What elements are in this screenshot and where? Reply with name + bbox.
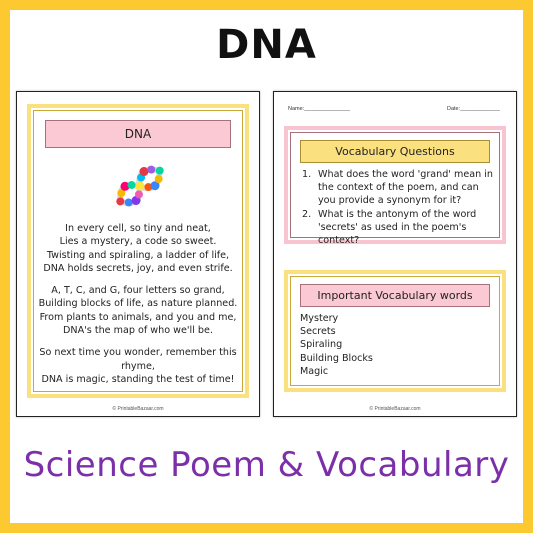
poem-text: [37, 222, 239, 395]
vocab-word: Mystery: [300, 313, 339, 324]
poem-line: DNA is magic, standing the test of time!: [41, 373, 235, 385]
product-subtitle: Science Poem & Vocabulary: [23, 445, 510, 485]
poem-line: So next time you wonder, remember this rhyme,: [39, 347, 237, 372]
poem-line: Twisting and spiraling, a ladder of life,: [46, 249, 230, 261]
dna-helix-icon: [109, 156, 171, 216]
poem-line: Building blocks of life, as nature planned.: [38, 298, 238, 310]
question-text: What is the antonym of the word 'secrets' as used in the poem's context?: [318, 208, 477, 247]
question-text: What does the word 'grand' mean in the context of the poem, and can you provide a synonym for it?: [318, 169, 494, 207]
stanza: [37, 222, 239, 275]
date-field-label: Date:_____________: [447, 106, 500, 112]
poem-line: In every cell, so tiny and neat,: [65, 223, 211, 234]
poem-line: A, T, C, and G, four letters so grand,: [51, 285, 225, 297]
question-number: 2.: [302, 208, 312, 220]
poem-line: Lies a mystery, a code so sweet.: [59, 236, 217, 248]
copyright-footer: © PrintableBazaar.com: [369, 406, 421, 412]
page-title: DNA: [216, 22, 317, 68]
questions-list: [298, 168, 494, 247]
name-field-label: Name:_______________: [288, 106, 351, 112]
vocab-word: Building Blocks: [300, 352, 373, 364]
poem-line: DNA holds secrets, joy, and even strife.: [43, 262, 233, 274]
question-item: [298, 168, 494, 208]
poem-worksheet: [16, 91, 260, 417]
vocab-word: Spiraling: [300, 339, 343, 351]
vocab-word: Secrets: [300, 326, 336, 338]
poem-line: DNA's the map of who we'll be.: [63, 325, 213, 337]
questions-box: [284, 126, 506, 247]
questions-title: Vocabulary Questions: [300, 140, 490, 163]
question-number: 1.: [302, 169, 312, 180]
poem-line: From plants to animals, and you and me,: [39, 311, 237, 323]
vocab-word: Magic: [300, 365, 329, 377]
vocabulary-box: [284, 270, 506, 392]
vocabulary-title: Important Vocabulary words: [300, 284, 490, 307]
vocabulary-list: [300, 312, 373, 378]
poem-title: DNA: [45, 120, 231, 148]
question-item: [298, 208, 494, 248]
stanza: [37, 346, 239, 386]
copyright-footer: © PrintableBazaar.com: [112, 406, 164, 412]
poem-box: [27, 104, 249, 398]
vocabulary-worksheet: [273, 91, 517, 417]
stanza: [37, 284, 239, 337]
